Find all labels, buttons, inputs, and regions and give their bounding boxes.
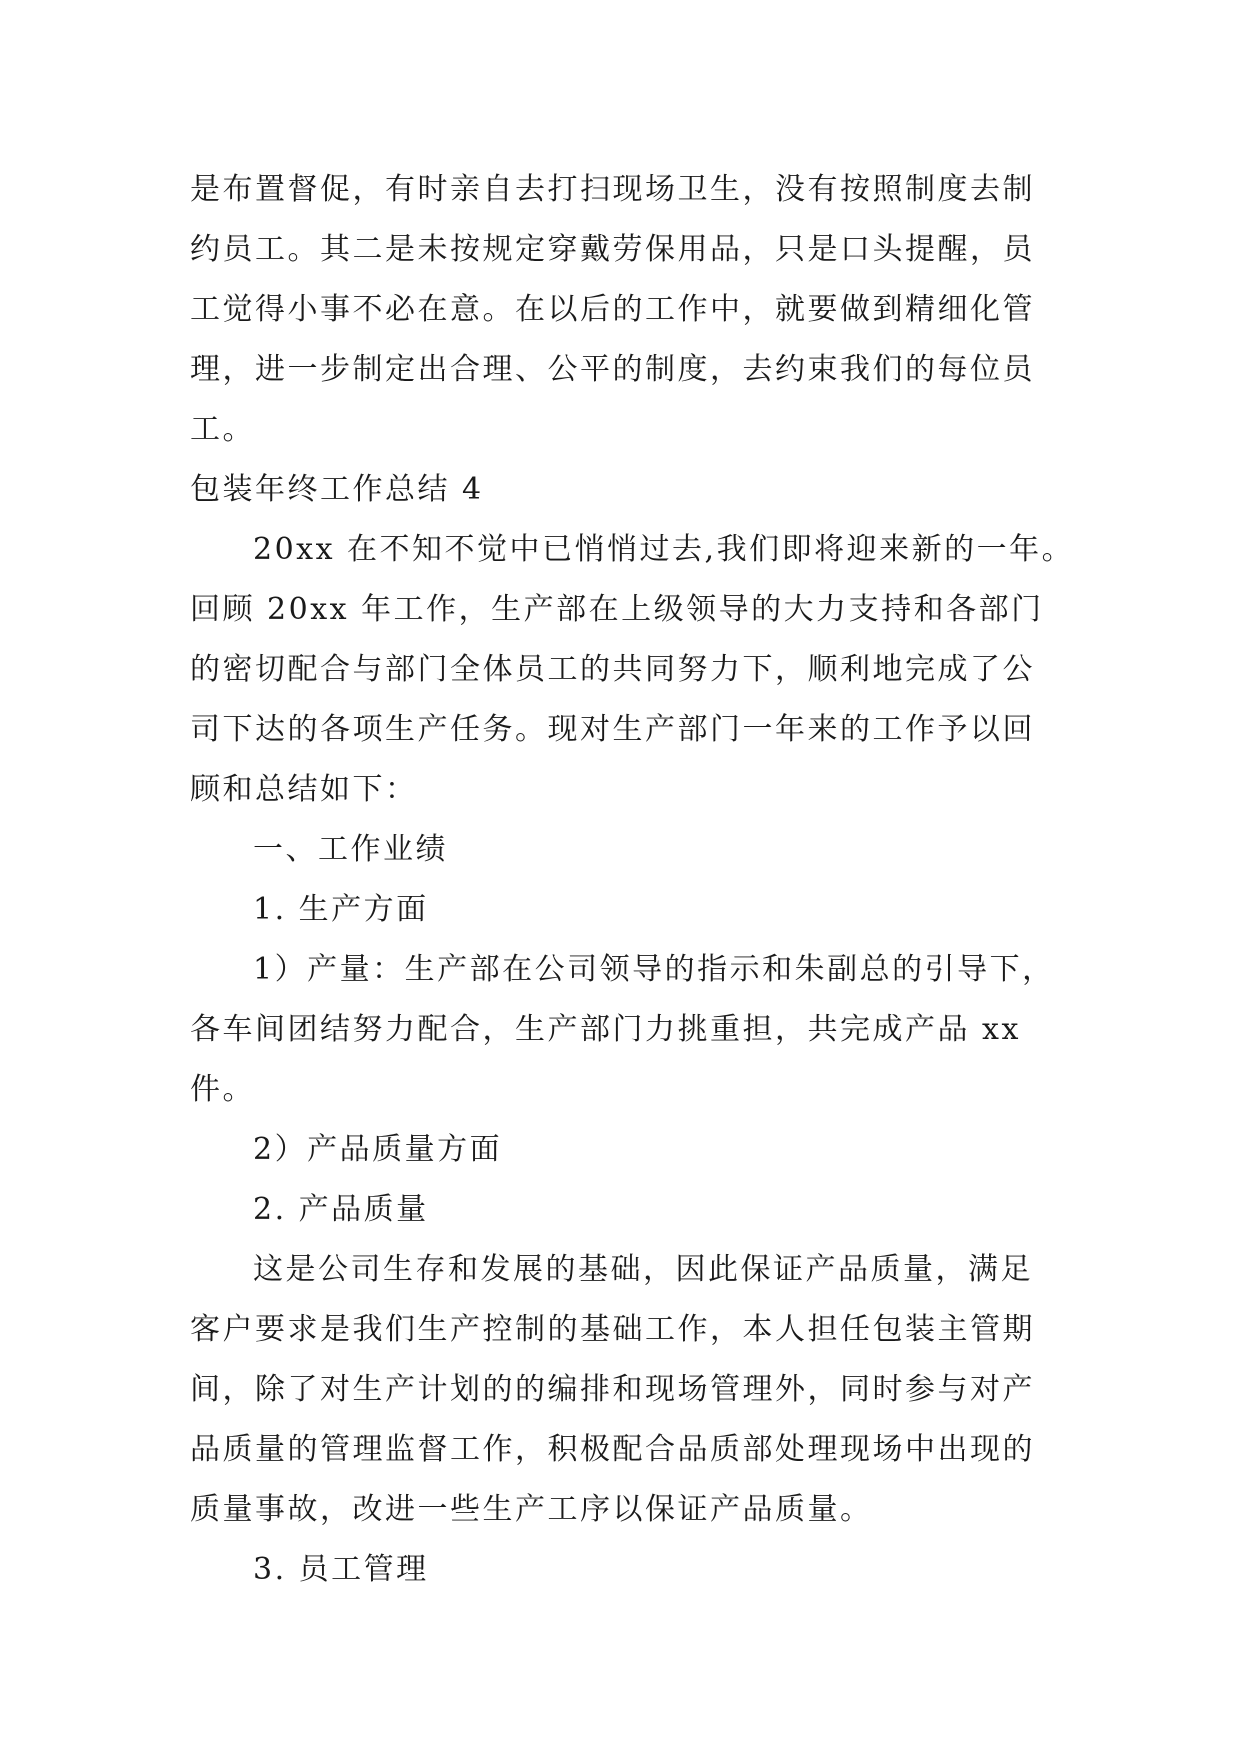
text-line: 客户要求是我们生产控制的基础工作，本人担任包装主管期 (190, 1312, 1035, 1347)
text-line: 的密切配合与部门全体员工的共同努力下，顺利地完成了公 (190, 652, 1035, 687)
subheading: 1. 生产方面 (253, 892, 429, 927)
text-line: 理，进一步制定出合理、公平的制度，去约束我们的每位员 (190, 352, 1035, 387)
text-line: 这是公司生存和发展的基础，因此保证产品质量，满足 (253, 1252, 1033, 1287)
subheading: 2）产品质量方面 (253, 1132, 503, 1167)
subheading: 一、工作业绩 (253, 832, 448, 867)
text-line: 件。 (190, 1072, 255, 1107)
text-line: 顾和总结如下： (190, 772, 418, 807)
text-line: 工。 (190, 412, 255, 447)
text-line: 回顾 20xx 年工作，生产部在上级领导的大力支持和各部门 (190, 592, 1044, 627)
text-line: 间，除了对生产计划的的编排和现场管理外，同时参与对产 (190, 1372, 1035, 1407)
text-line: 是布置督促，有时亲自去打扫现场卫生，没有按照制度去制 (190, 172, 1035, 207)
section-heading: 包装年终工作总结 4 (190, 472, 484, 507)
text-line: 20xx 在不知不觉中已悄悄过去,我们即将迎来新的一年。 (253, 532, 1075, 567)
subheading: 2. 产品质量 (253, 1192, 429, 1227)
text-line: 各车间团结努力配合，生产部门力挑重担，共完成产品 xx (190, 1012, 1021, 1047)
text-line: 司下达的各项生产任务。现对生产部门一年来的工作予以回 (190, 712, 1035, 747)
document-body (190, 160, 1075, 1600)
text-line: 约员工。其二是未按规定穿戴劳保用品，只是口头提醒，员 (190, 232, 1035, 267)
text-line: 1）产量：生产部在公司领导的指示和朱副总的引导下， (253, 952, 1055, 987)
subheading: 3. 员工管理 (253, 1552, 429, 1587)
text-line: 工觉得小事不必在意。在以后的工作中，就要做到精细化管 (190, 292, 1035, 327)
text-line: 质量事故，改进一些生产工序以保证产品质量。 (190, 1492, 873, 1527)
text-line: 品质量的管理监督工作，积极配合品质部处理现场中出现的 (190, 1432, 1035, 1467)
